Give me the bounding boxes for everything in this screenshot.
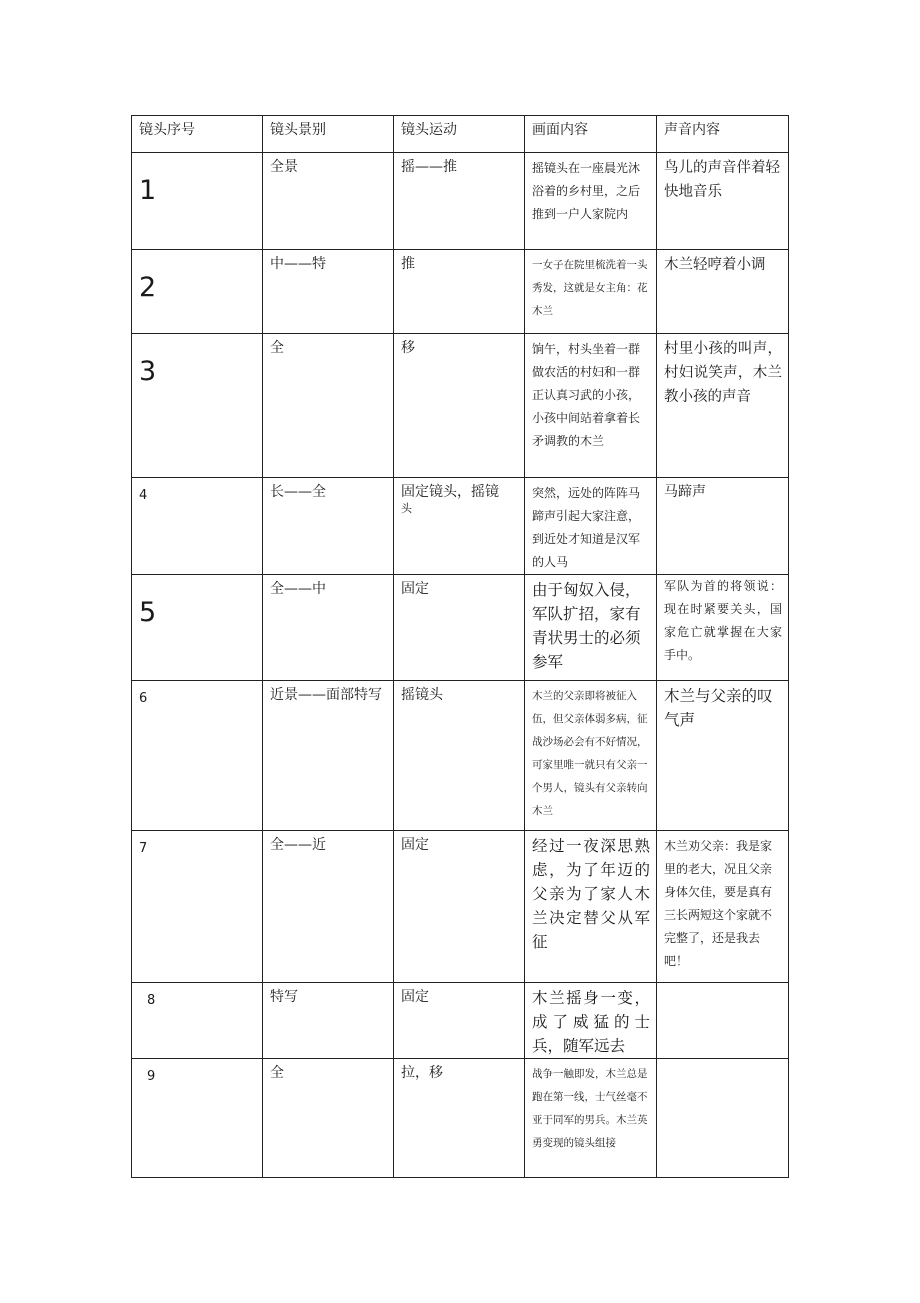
shot-number: 5 xyxy=(139,597,157,628)
shot-movement: 固定 xyxy=(394,831,525,983)
shot-movement-line: 固定镜头，摇镜 xyxy=(401,484,499,500)
header-cell: 声音内容 xyxy=(657,116,789,153)
sound-content: 军队为首的将领说：现在时紧要关头，国家危亡就掌握在大家手中。 xyxy=(657,575,789,681)
shot-movement: 固定 xyxy=(394,575,525,681)
shot-scale: 近景——面部特写 xyxy=(263,681,394,831)
sound-content: 马蹄声 xyxy=(657,478,789,575)
storyboard-table xyxy=(131,115,789,1178)
shot-scale: 全——近 xyxy=(263,831,394,983)
table-row xyxy=(132,575,789,681)
header-cell: 镜头景别 xyxy=(263,116,394,153)
sound-content: 村里小孩的叫声，村妇说笑声，木兰教小孩的声音 xyxy=(657,334,789,478)
picture-content: 摇镜头在一座晨光沐浴着的乡村里，之后推到一户人家院内 xyxy=(525,153,657,250)
picture-content: 突然，远处的阵阵马蹄声引起大家注意，到近处才知道是汉军的人马 xyxy=(525,478,657,575)
shot-scale: 长——全 xyxy=(263,478,394,575)
picture-content: 木兰的父亲即将被征入伍，但父亲体弱多病，征战沙场必会有不好情况，可家里唯一就只有父亲一个男人，镜头有父亲转向木兰 xyxy=(525,681,657,831)
shot-movement: 摇镜头 xyxy=(394,681,525,831)
shot-movement: 推 xyxy=(394,250,525,334)
shot-number: 6 xyxy=(139,691,148,706)
picture-content: 饷午，村头坐着一群做农活的村妇和一群正认真习武的小孩，小孩中间站着拿着长矛调教的木兰 xyxy=(525,334,657,478)
sound-content: 木兰劝父亲：我是家里的老大，况且父亲身体欠佳，要是真有三长两短这个家就不完整了，还是我去吧！ xyxy=(657,831,789,983)
shot-scale: 全 xyxy=(263,334,394,478)
table-row xyxy=(132,250,789,334)
shot-movement: 拉，移 xyxy=(394,1059,525,1178)
picture-content: 一女子在院里梳洗着一头秀发，这就是女主角：花木兰 xyxy=(525,250,657,334)
shot-number: 4 xyxy=(139,488,148,503)
sound-content xyxy=(657,983,789,1059)
table-row xyxy=(132,153,789,250)
table-row xyxy=(132,1059,789,1178)
table-row xyxy=(132,983,789,1059)
header-cell: 画面内容 xyxy=(525,116,657,153)
shot-scale: 全景 xyxy=(263,153,394,250)
sound-content: 木兰与父亲的叹气声 xyxy=(657,681,789,831)
sound-content: 鸟儿的声音伴着轻快地音乐 xyxy=(657,153,789,250)
shot-number: 2 xyxy=(139,272,157,303)
shot-scale: 特写 xyxy=(263,983,394,1059)
picture-content: 木兰摇身一变，成了威猛的士兵，随军远去 xyxy=(525,983,657,1059)
header-row xyxy=(132,116,789,153)
shot-scale: 全 xyxy=(263,1059,394,1178)
table-row xyxy=(132,831,789,983)
header-cell: 镜头运动 xyxy=(394,116,525,153)
table-row xyxy=(132,681,789,831)
shot-movement xyxy=(394,478,525,575)
shot-number: 8 xyxy=(147,993,156,1008)
shot-number: 7 xyxy=(139,841,148,856)
shot-number: 9 xyxy=(147,1069,156,1084)
shot-scale: 中——特 xyxy=(263,250,394,334)
shot-movement-line: 头 xyxy=(401,502,412,515)
header-cell: 镜头序号 xyxy=(132,116,263,153)
shot-movement: 移 xyxy=(394,334,525,478)
picture-content: 由于匈奴入侵，军队扩招，家有青状男士的必须参军 xyxy=(525,575,657,681)
shot-movement: 固定 xyxy=(394,983,525,1059)
shot-movement: 摇——推 xyxy=(394,153,525,250)
shot-number: 3 xyxy=(139,356,157,387)
sound-content: 木兰轻哼着小调 xyxy=(657,250,789,334)
table-row xyxy=(132,334,789,478)
picture-content: 经过一夜深思熟虑，为了年迈的父亲为了家人木兰决定替父从军征 xyxy=(525,831,657,983)
shot-number: 1 xyxy=(139,175,157,206)
picture-content: 战争一触即发，木兰总是跑在第一线，士气丝毫不亚于同军的男兵。木兰英勇变现的镜头组接 xyxy=(525,1059,657,1178)
shot-scale: 全——中 xyxy=(263,575,394,681)
sound-content xyxy=(657,1059,789,1178)
table-row xyxy=(132,478,789,575)
